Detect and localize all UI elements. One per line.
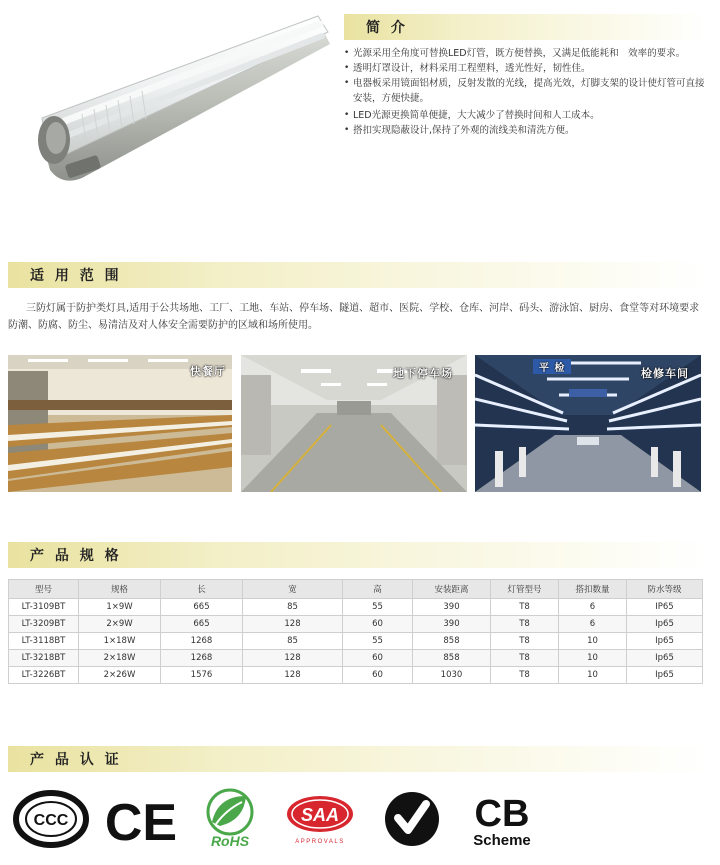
table-cell: T8 (491, 633, 559, 650)
product-photo (22, 10, 334, 200)
canteen-label: 快餐厅 (190, 365, 226, 378)
table-cell: Ip65 (627, 650, 703, 667)
table-cell: 2×18W (79, 650, 161, 667)
table-cell: 858 (413, 633, 491, 650)
col-header-tube-type: 灯管型号 (491, 580, 559, 599)
table-cell: LT-3218BT (9, 650, 79, 667)
table-cell: 390 (413, 616, 491, 633)
table-cell: LT-3226BT (9, 667, 79, 684)
repair-workshop-label: 检修车间 (641, 367, 689, 380)
table-cell: 2×26W (79, 667, 161, 684)
scope-paragraph: 三防灯属于防护类灯具,适用于公共场地、工厂、工地、车站、停车场、隧道、超市、医院、学校、仓库、河岸、码头、游泳馆、厨房、食堂等对环境要求防潮、防腐、防尘、易清洁及对人体安全需要防护的区域和场所使用。 (8, 303, 700, 331)
table-cell: 1030 (413, 667, 491, 684)
intro-bullet-list (344, 46, 706, 138)
cb-scheme-logo (468, 788, 538, 850)
col-header-height: 高 (343, 580, 413, 599)
ccc-logo (12, 788, 90, 850)
cb-text: CB (474, 793, 530, 835)
table-cell: T8 (491, 616, 559, 633)
certs-title: 产 品 认 证 (30, 752, 122, 768)
table-cell: LT-3118BT (9, 633, 79, 650)
intro-bullet: • 搭扣实现隐蔽设计,保持了外观的流线美和清洗方便。 (344, 123, 706, 138)
table-cell: 6 (559, 616, 627, 633)
saa-approvals-text: APPROVALS (295, 839, 345, 845)
table-cell: IP65 (627, 599, 703, 616)
ce-logo (104, 788, 178, 850)
parking-garage-label: 地下停车场 (393, 367, 453, 380)
certs-header-bar (8, 746, 708, 772)
rohs-text: RoHS (210, 833, 250, 849)
col-header-waterproof: 防水等级 (627, 580, 703, 599)
table-cell: 128 (243, 667, 343, 684)
table-cell: Ip65 (627, 616, 703, 633)
col-header-mount-distance: 安装距离 (413, 580, 491, 599)
spec-header-row (9, 580, 703, 599)
table-cell: 665 (161, 599, 243, 616)
table-cell: 10 (559, 667, 627, 684)
specs-header-bar (8, 542, 708, 568)
canteen-photo (8, 355, 232, 492)
table-cell: Ip65 (627, 667, 703, 684)
col-header-length: 长 (161, 580, 243, 599)
col-header-clip-count: 搭扣数量 (559, 580, 627, 599)
rohs-logo (198, 788, 262, 850)
table-cell: LT-3109BT (9, 599, 79, 616)
table-cell: 128 (243, 650, 343, 667)
scope-title: 适 用 范 围 (30, 268, 122, 284)
table-cell: 10 (559, 650, 627, 667)
table-cell: 60 (343, 616, 413, 633)
table-cell: T8 (491, 667, 559, 684)
col-header-model: 型号 (9, 580, 79, 599)
ccc-text: CCC (33, 812, 69, 829)
table-cell: 390 (413, 599, 491, 616)
intro-bullet: • LED光源更换简单便捷，大大减少了替换时间和人工成本。 (344, 108, 706, 123)
table-cell: 60 (343, 667, 413, 684)
repair-workshop-photo (475, 355, 701, 492)
parking-garage-photo (241, 355, 467, 492)
table-cell: 10 (559, 633, 627, 650)
table-cell: Ip65 (627, 633, 703, 650)
table-cell: 2×9W (79, 616, 161, 633)
table-cell: 85 (243, 633, 343, 650)
specs-title: 产 品 规 格 (30, 548, 122, 564)
table-cell: 1268 (161, 633, 243, 650)
table-cell: LT-3209BT (9, 616, 79, 633)
table-cell: 85 (243, 599, 343, 616)
table-cell: 55 (343, 599, 413, 616)
table-cell: 1576 (161, 667, 243, 684)
table-row (9, 667, 703, 684)
table-cell: 1268 (161, 650, 243, 667)
table-cell: 858 (413, 650, 491, 667)
table-cell: 6 (559, 599, 627, 616)
col-header-width: 宽 (243, 580, 343, 599)
ce-text: CE (104, 794, 178, 850)
table-row (9, 650, 703, 667)
spec-table (8, 579, 703, 684)
table-row (9, 616, 703, 633)
table-cell: 665 (161, 616, 243, 633)
intro-header-bar (344, 14, 708, 40)
table-cell: 55 (343, 633, 413, 650)
col-header-spec: 规格 (79, 580, 161, 599)
intro-bullet: • 光源采用全角度可替换LED灯管，既方便替换，又满足低能耗和 效率的要求。 (344, 46, 706, 61)
intro-bullet: • 透明灯罩设计，材料采用工程塑料，透光性好，韧性佳。 (344, 61, 706, 76)
table-row (9, 599, 703, 616)
table-cell: T8 (491, 599, 559, 616)
workshop-sign: 平 检 (533, 359, 571, 374)
table-row (9, 633, 703, 650)
table-cell: T8 (491, 650, 559, 667)
saa-text: SAA (300, 805, 340, 825)
saa-logo (282, 788, 358, 850)
table-cell: 1×9W (79, 599, 161, 616)
table-cell: 128 (243, 616, 343, 633)
c-tick-logo (382, 788, 442, 850)
scope-header-bar (8, 262, 708, 288)
intro-bullet: • 电器板采用镜面铝材质，反射发散的光线，提高光效，灯脚支架的设计使灯管可直接安装，方便快捷。 (344, 76, 706, 106)
cb-scheme-text: Scheme (473, 832, 531, 849)
table-cell: 60 (343, 650, 413, 667)
table-cell: 1×18W (79, 633, 161, 650)
intro-title: 简 介 (366, 20, 408, 36)
